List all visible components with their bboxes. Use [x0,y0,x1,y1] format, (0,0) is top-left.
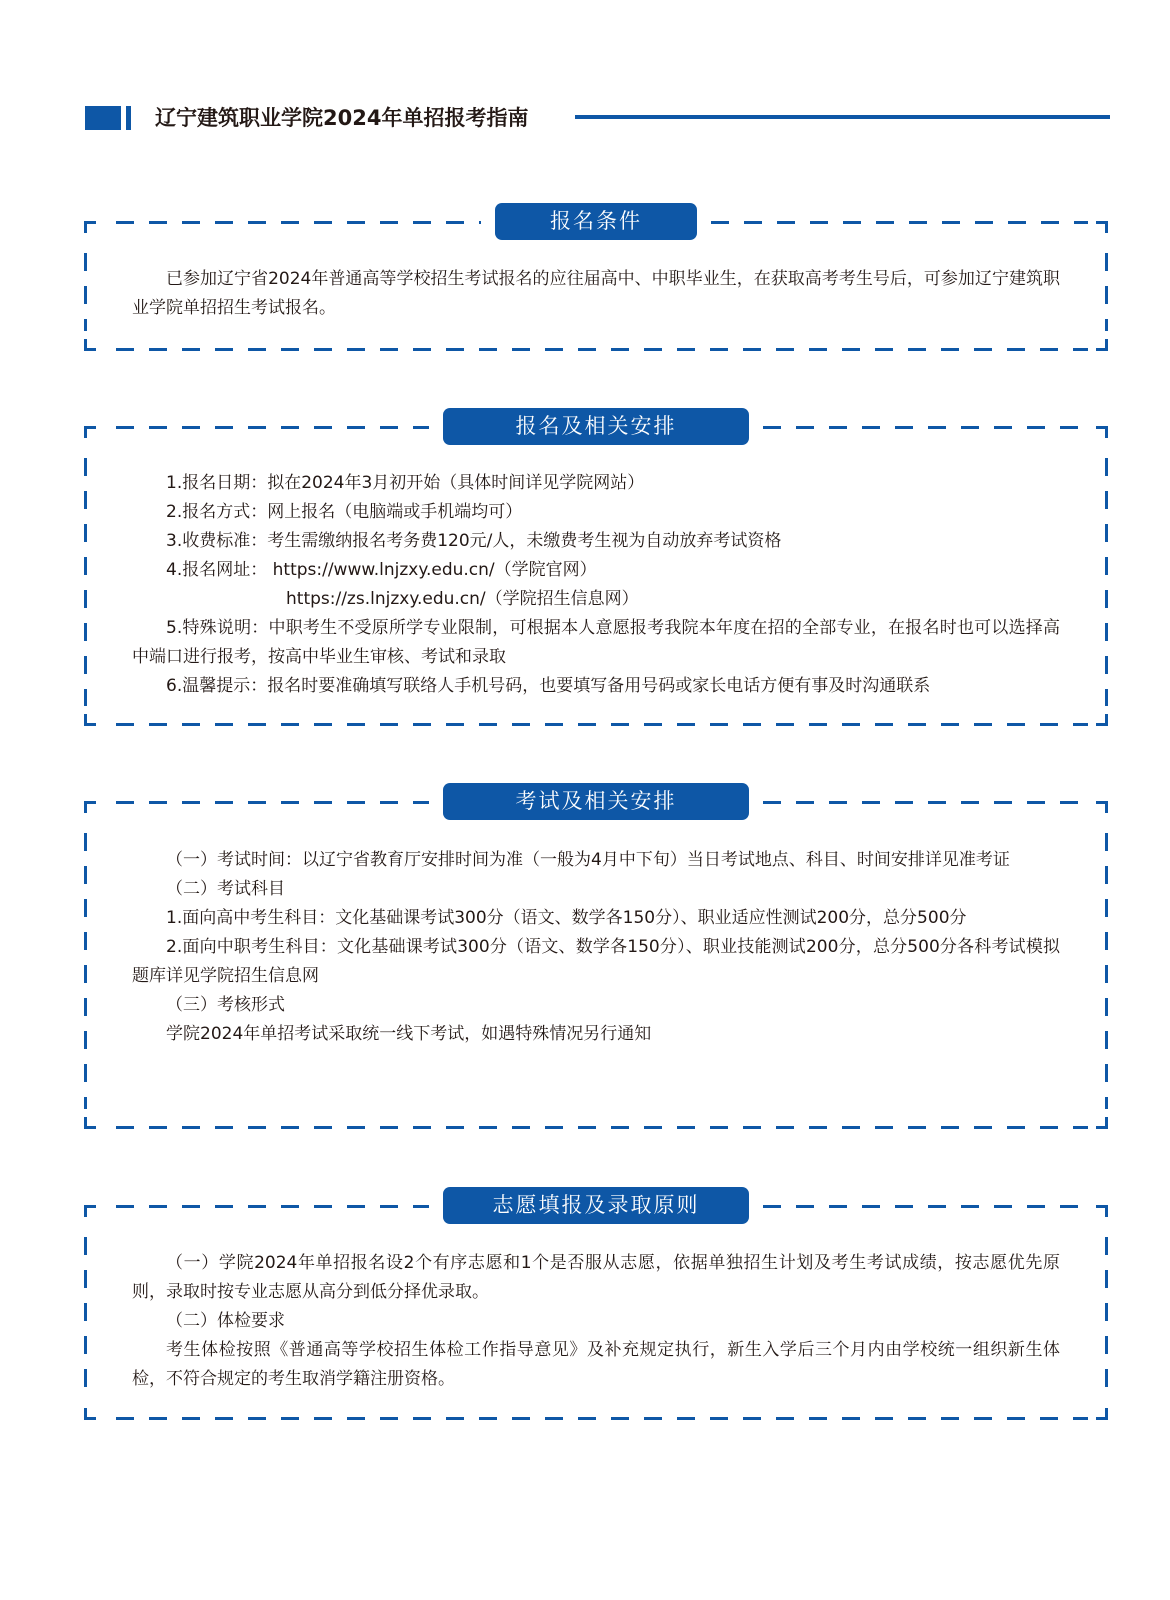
section-title: 志愿填报及录取原则 [443,1187,749,1224]
paragraph: （一）考试时间：以辽宁省教育厅安排时间为准（一般为4月中下旬）当日考试地点、科目、时间安排详见准考证 [166,850,1010,870]
paragraph: 1.报名日期：拟在2024年3月初开始（具体时间详见学院网站） [166,473,645,493]
section-body [132,265,1060,323]
paragraph: 学院2024年单招考试采取统一线下考试，如遇特殊情况另行通知 [166,1024,652,1044]
paragraph-url: https://zs.lnjzxy.edu.cn/（学院招生信息网） [286,589,639,609]
section-body [132,846,1060,1049]
header-block-decoration [85,106,121,130]
paragraph: 1.面向高中考生科目：文化基础课考试300分（语文、数学各150分）、职业适应性测试200分，总分500分 [166,908,967,928]
paragraph: 2.报名方式：网上报名（电脑端或手机端均可） [166,502,523,522]
section-title: 报名及相关安排 [443,408,749,445]
page-header [85,104,1110,134]
section-title: 报名条件 [495,203,697,240]
paragraph: 已参加辽宁省2024年普通高等学校招生考试报名的应往届高中、中职毕业生，在获取高考考生号后，可参加辽宁建筑职业学院单招招生考试报名。 [132,269,1060,318]
section-exam-arrangements [84,789,1108,1129]
paragraph: 5.特殊说明：中职考生不受原所学专业限制，可根据本人意愿报考我院本年度在招的全部专业，在报名时也可以选择高中端口进行报考，按高中毕业生审核、考试和录取 [132,618,1060,667]
section-body [132,469,1060,701]
header-rule [575,115,1110,119]
paragraph: 4.报名网址： https://www.lnjzxy.edu.cn/（学院官网） [166,560,597,580]
paragraph: 6.温馨提示：报名时要准确填写联络人手机号码，也要填写备用号码或家长电话方便有事及时沟通联系 [166,676,931,696]
header-bar-decoration [126,106,131,130]
page-title: 辽宁建筑职业学院2024年单招报考指南 [155,106,529,130]
paragraph: （二）体检要求 [166,1311,285,1331]
section-body [132,1249,1060,1394]
paragraph: （三）考核形式 [166,995,285,1015]
section-admission-principles [84,1193,1108,1420]
section-registration-arrangements [84,414,1108,726]
paragraph: 考生体检按照《普通高等学校招生体检工作指导意见》及补充规定执行，新生入学后三个月内由学校统一组织新生体检，不符合规定的考生取消学籍注册资格。 [132,1340,1060,1389]
section-title: 考试及相关安排 [443,783,749,820]
section-registration-conditions [84,209,1108,351]
paragraph: （二）考试科目 [166,879,285,899]
paragraph: （一）学院2024年单招报名设2个有序志愿和1个是否服从志愿，依据单独招生计划及考生考试成绩，按志愿优先原则，录取时按专业志愿从高分到低分择优录取。 [132,1253,1060,1302]
paragraph: 2.面向中职考生科目：文化基础课考试300分（语文、数学各150分）、职业技能测试200分，总分500分各科考试模拟题库详见学院招生信息网 [132,937,1060,986]
paragraph: 3.收费标准：考生需缴纳报名考务费120元/人，未缴费考生视为自动放弃考试资格 [166,531,782,551]
